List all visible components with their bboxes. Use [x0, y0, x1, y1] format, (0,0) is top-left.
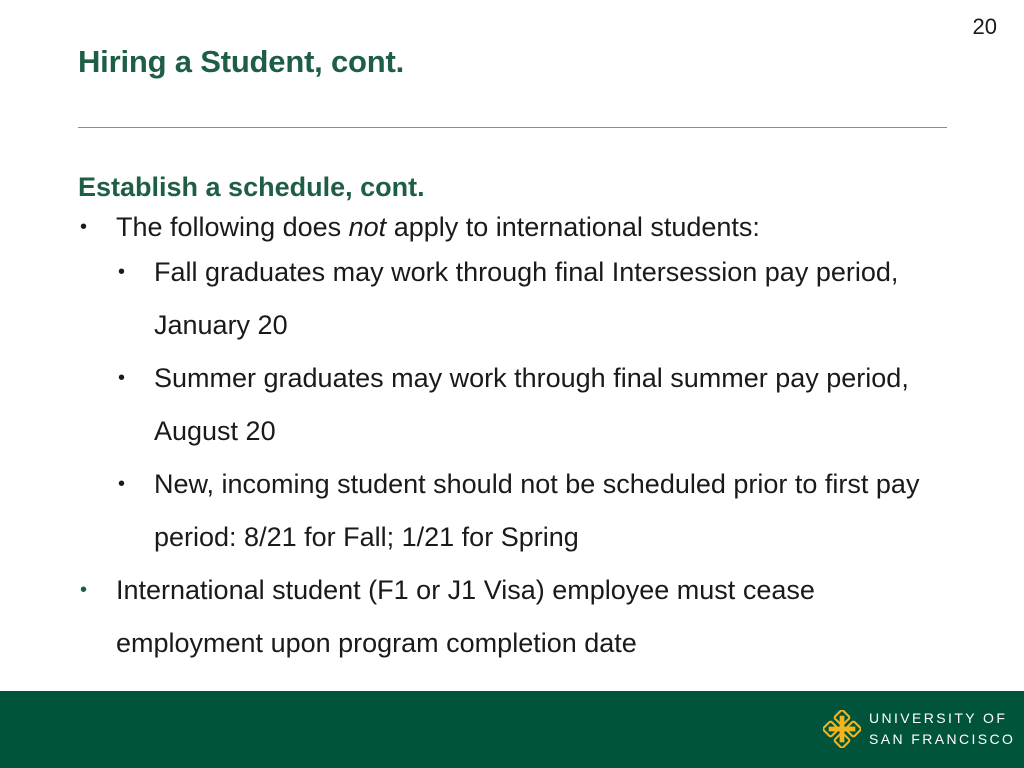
sub-bullet-text: Fall graduates may work through final Intersession pay period, January 20	[154, 257, 899, 340]
bullet-dot-icon: •	[118, 261, 126, 283]
bullet-item	[78, 564, 958, 670]
sub-bullet-item	[78, 352, 958, 458]
logo-wordmark	[869, 708, 1015, 750]
bullet-dot-icon: •	[118, 473, 126, 495]
title-divider	[78, 127, 947, 128]
sub-bullet-text: New, incoming student should not be scheduled prior to first pay period: 8/21 for Fall; 1/21 for Spring	[154, 469, 920, 552]
slide-content	[78, 170, 958, 670]
page-number: 20	[972, 14, 997, 39]
bullet-dot-icon: •	[80, 216, 88, 238]
bullet-text-line: International student (F1 or J1 Visa) employee must cease	[116, 575, 815, 605]
section-heading: Establish a schedule, cont.	[78, 172, 425, 202]
logo-line-2: SAN FRANCISCO	[869, 731, 1016, 747]
bullet-text-line: employment upon program completion date	[116, 628, 637, 658]
slide-title: Hiring a Student, cont.	[78, 44, 405, 79]
bullet-dot-icon: •	[80, 579, 88, 601]
bullet-text-pre: The following does	[116, 212, 349, 242]
bullet-text-emphasis: not	[348, 212, 387, 242]
bullet-text-post: apply to international students:	[386, 212, 760, 242]
bullet-dot-icon: •	[118, 367, 126, 389]
logo-line-1: UNIVERSITY OF	[869, 710, 1008, 726]
sub-bullet-item	[78, 458, 958, 564]
usf-cross-emblem-icon	[823, 710, 861, 748]
usf-logo	[823, 708, 1015, 750]
sub-bullet-text: Summer graduates may work through final summer pay period, August 20	[154, 363, 909, 446]
sub-bullet-item	[78, 246, 958, 352]
bullet-item	[78, 210, 958, 244]
